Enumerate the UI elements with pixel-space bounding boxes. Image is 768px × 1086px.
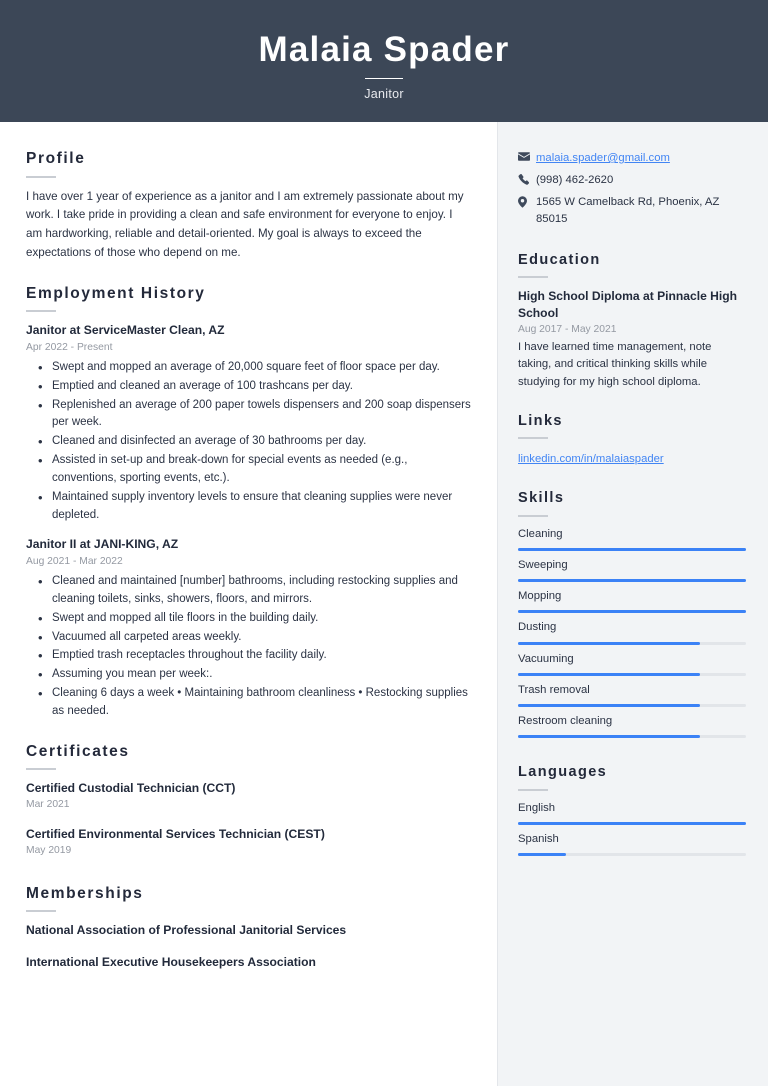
employment-entry-title: Janitor at ServiceMaster Clean, AZ bbox=[26, 323, 225, 338]
employment-entry bbox=[26, 322, 471, 524]
bullet-item: • Replenished an average of 200 paper towels dispensers and 200 soap dispensers per week. bbox=[26, 397, 471, 433]
section-profile bbox=[26, 150, 471, 263]
page-title: Malaia Spader bbox=[258, 29, 510, 69]
resume-header bbox=[0, 0, 768, 122]
language-item bbox=[518, 832, 746, 856]
employment-bullet-list bbox=[26, 573, 471, 721]
language-item bbox=[518, 801, 746, 825]
section-rule bbox=[518, 437, 548, 439]
section-skills bbox=[518, 490, 746, 738]
education-entry-date: Aug 2017 - May 2021 bbox=[518, 323, 617, 335]
contact-row-address bbox=[518, 194, 746, 228]
skill-label: Sweeping bbox=[518, 558, 568, 571]
language-bar-track bbox=[518, 822, 746, 825]
education-entry bbox=[518, 288, 746, 391]
skill-bar-fill bbox=[518, 673, 700, 676]
certificate-title: Certified Custodial Technician (CCT) bbox=[26, 781, 236, 796]
section-heading-education: Education bbox=[518, 251, 601, 268]
skill-item bbox=[518, 527, 746, 551]
contact-row-email bbox=[518, 150, 746, 167]
bullet-item: • Swept and mopped all tile floors in the building daily. bbox=[26, 610, 471, 628]
skill-bar-track bbox=[518, 735, 746, 738]
header-divider bbox=[365, 78, 403, 79]
skill-bar-track bbox=[518, 610, 746, 613]
certificate-date: May 2019 bbox=[26, 845, 72, 857]
bullet-item: • Assisted in set-up and break-down for special events as needed (e.g., conventions, sporting events, etc.). bbox=[26, 452, 471, 488]
skill-label: Cleaning bbox=[518, 527, 563, 540]
skill-item bbox=[518, 683, 746, 707]
skill-item bbox=[518, 589, 746, 613]
employment-bullet-list bbox=[26, 359, 471, 524]
bullet-item: • Vacuumed all carpeted areas weekly. bbox=[26, 629, 471, 647]
bullet-item: • Assuming you mean per week:. bbox=[26, 666, 471, 684]
education-entry-description: I have learned time management, note taking, and critical thinking skills while studying for my high school diploma. bbox=[518, 340, 712, 388]
skill-label: Mopping bbox=[518, 590, 562, 603]
section-rule bbox=[518, 276, 548, 278]
education-entry-title: High School Diploma at Pinnacle High School bbox=[518, 289, 738, 320]
membership-entry: International Executive Housekeepers Association bbox=[26, 955, 316, 970]
bullet-item: • Emptied trash receptacles throughout the facility daily. bbox=[26, 647, 471, 665]
contact-phone-text: (998) 462-2620 bbox=[536, 173, 614, 186]
skill-bar-fill bbox=[518, 642, 700, 645]
language-label: Spanish bbox=[518, 833, 559, 846]
language-label: English bbox=[518, 801, 556, 814]
skill-bar-track bbox=[518, 548, 746, 551]
contact-list bbox=[518, 150, 746, 228]
employment-entry-date: Apr 2022 - Present bbox=[26, 341, 113, 353]
section-heading-employment: Employment History bbox=[26, 284, 206, 302]
skill-bar-track bbox=[518, 673, 746, 676]
skill-bar-fill bbox=[518, 735, 700, 738]
skill-bar-fill bbox=[518, 548, 746, 551]
language-bar-track bbox=[518, 853, 746, 856]
certificate-entry bbox=[26, 780, 471, 813]
envelope-icon bbox=[518, 150, 536, 161]
section-rule bbox=[518, 515, 548, 517]
contact-row-phone bbox=[518, 172, 746, 189]
skill-item bbox=[518, 620, 746, 644]
skill-label: Trash removal bbox=[518, 683, 590, 696]
certificate-title: Certified Environmental Services Technician (CEST) bbox=[26, 826, 325, 841]
skill-bar-fill bbox=[518, 610, 746, 613]
section-heading-profile: Profile bbox=[26, 150, 86, 167]
location-pin-icon bbox=[518, 194, 536, 208]
certificate-date: Mar 2021 bbox=[26, 799, 70, 811]
skill-bar-track bbox=[518, 704, 746, 707]
skill-bar-track bbox=[518, 642, 746, 645]
section-employment-history bbox=[26, 285, 471, 721]
skill-label: Vacuuming bbox=[518, 652, 574, 665]
section-heading-memberships: Memberships bbox=[26, 884, 144, 902]
skill-item bbox=[518, 558, 746, 582]
section-rule bbox=[26, 310, 56, 312]
section-heading-links: Links bbox=[518, 413, 563, 430]
section-heading-certificates: Certificates bbox=[26, 742, 130, 760]
section-certificates bbox=[26, 743, 471, 859]
bullet-item: • Cleaning 6 days a week • Maintaining bathroom cleanliness • Restocking supplies as needed. bbox=[26, 685, 471, 721]
language-bar-fill bbox=[518, 822, 746, 825]
skill-bar-fill bbox=[518, 579, 746, 582]
skill-item bbox=[518, 714, 746, 738]
main-column bbox=[0, 122, 498, 1086]
section-rule bbox=[26, 910, 56, 912]
section-memberships bbox=[26, 885, 471, 971]
section-heading-skills: Skills bbox=[518, 490, 565, 507]
bullet-item: • Maintained supply inventory levels to ensure that cleaning supplies were never depleted. bbox=[26, 489, 471, 525]
profile-text: I have over 1 year of experience as a janitor and I am extremely passionate about my work. I take pride in providing a clean and safe environment for everyone to enjoy. I am hardworking, reliable and detail-oriented. My goal is always to exceed the expectations of those who depend on me. bbox=[26, 189, 464, 259]
skill-item bbox=[518, 652, 746, 676]
skill-label: Restroom cleaning bbox=[518, 715, 613, 728]
sidebar-column bbox=[498, 122, 768, 1086]
language-bar-fill bbox=[518, 853, 566, 856]
section-rule bbox=[26, 176, 56, 178]
section-languages bbox=[518, 764, 746, 856]
resume-body bbox=[0, 122, 768, 1086]
certificate-entry bbox=[26, 826, 471, 859]
employment-entry-title: Janitor II at JANI-KING, AZ bbox=[26, 537, 179, 552]
contact-email-link[interactable]: malaia.spader@gmail.com bbox=[536, 152, 670, 164]
contact-address-text: 1565 W Camelback Rd, Phoenix, AZ 85015 bbox=[536, 195, 720, 225]
header-job-title: Janitor bbox=[364, 87, 404, 102]
bullet-item: • Cleaned and disinfected an average of 30 bathrooms per day. bbox=[26, 433, 471, 451]
section-links bbox=[518, 413, 746, 468]
section-heading-languages: Languages bbox=[518, 764, 608, 781]
bullet-item: • Cleaned and maintained [number] bathrooms, including restocking supplies and cleaning toilets, sinks, showers, floors, and mirrors. bbox=[26, 573, 471, 609]
bullet-item: • Swept and mopped an average of 20,000 square feet of floor space per day. bbox=[26, 359, 471, 377]
section-rule bbox=[518, 789, 548, 791]
employment-entry-date: Aug 2021 - Mar 2022 bbox=[26, 555, 123, 567]
link-linkedin[interactable]: linkedin.com/in/malaiaspader bbox=[518, 453, 664, 466]
section-education bbox=[518, 252, 746, 391]
section-rule bbox=[26, 768, 56, 770]
skill-bar-fill bbox=[518, 704, 700, 707]
employment-entry bbox=[26, 536, 471, 720]
skill-label: Dusting bbox=[518, 621, 557, 634]
membership-entry: National Association of Professional Janitorial Services bbox=[26, 923, 347, 938]
phone-icon bbox=[518, 172, 536, 185]
skill-bar-track bbox=[518, 579, 746, 582]
bullet-item: • Emptied and cleaned an average of 100 trashcans per day. bbox=[26, 378, 471, 396]
